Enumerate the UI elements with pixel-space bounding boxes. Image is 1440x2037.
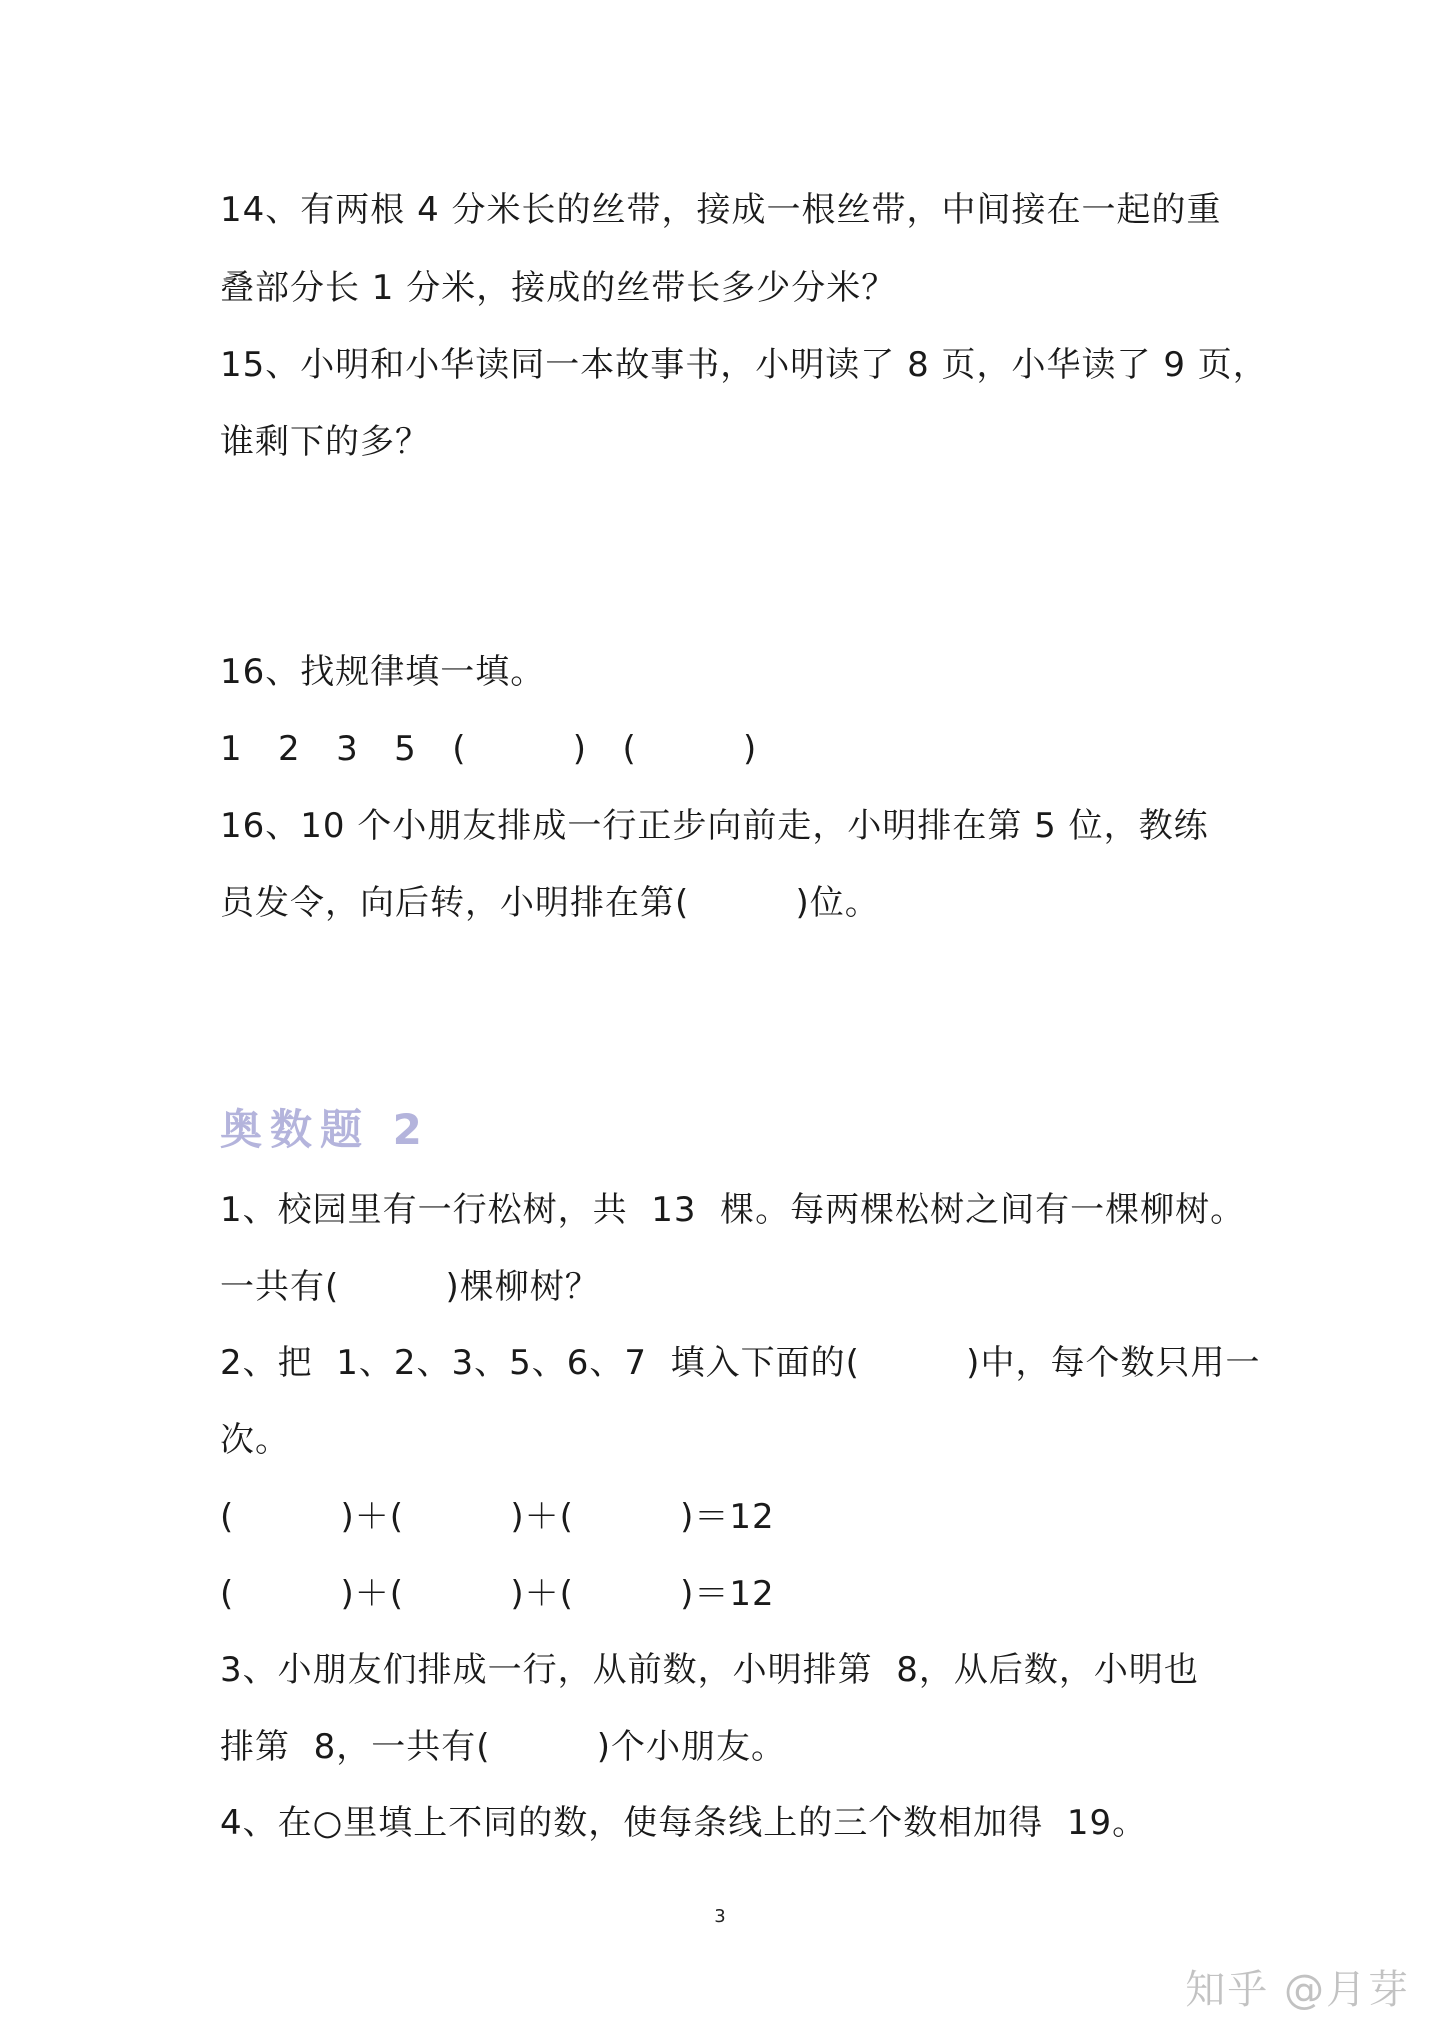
s2-q2-equation-2: ( )＋( )＋( )＝12 xyxy=(220,1574,775,1614)
s2-q4-line-1: 4、在○里填上不同的数，使每条线上的三个数相加得 19。 xyxy=(220,1803,1148,1843)
q16b-line-1: 16、10 个小朋友排成一行正步向前走，小明排在第 5 位，教练 xyxy=(220,806,1209,846)
s2-q2-line-1: 2、把 1、2、3、5、6、7 填入下面的( )中，每个数只用一 xyxy=(220,1343,1261,1383)
s2-q2-equation-1: ( )＋( )＋( )＝12 xyxy=(220,1497,775,1537)
q16b-line-2: 员发令，向后转，小明排在第( )位。 xyxy=(220,883,880,923)
s2-q2-line-2: 次。 xyxy=(220,1420,290,1460)
page-number: 3 xyxy=(714,1906,726,1927)
q16a-line-1: 16、找规律填一填。 xyxy=(220,652,546,692)
s2-q1-line-2: 一共有( )棵柳树？ xyxy=(220,1267,600,1307)
s2-q3-line-2: 排第 8，一共有( )个小朋友。 xyxy=(220,1727,787,1767)
section-heading: 奥数题 2 xyxy=(220,1105,430,1154)
s2-q3-line-1: 3、小朋友们排成一行，从前数，小明排第 8，从后数，小明也 xyxy=(220,1650,1199,1690)
zhihu-watermark: 知乎 @月芽 xyxy=(1185,1967,1410,2013)
q16a-sequence: 1 2 3 5 ( ) ( ) xyxy=(220,729,758,769)
s2-q1-line-1: 1、校园里有一行松树，共 13 棵。每两棵松树之间有一棵柳树。 xyxy=(220,1190,1246,1230)
q14-line-1: 14、有两根 4 分米长的丝带，接成一根丝带，中间接在一起的重 xyxy=(220,190,1222,230)
q14-line-2: 叠部分长 1 分米，接成的丝带长多少分米？ xyxy=(220,268,897,308)
q15-line-2: 谁剩下的多？ xyxy=(220,422,430,462)
q15-line-1: 15、小明和小华读同一本故事书，小明读了 8 页，小华读了 9 页， xyxy=(220,345,1268,385)
